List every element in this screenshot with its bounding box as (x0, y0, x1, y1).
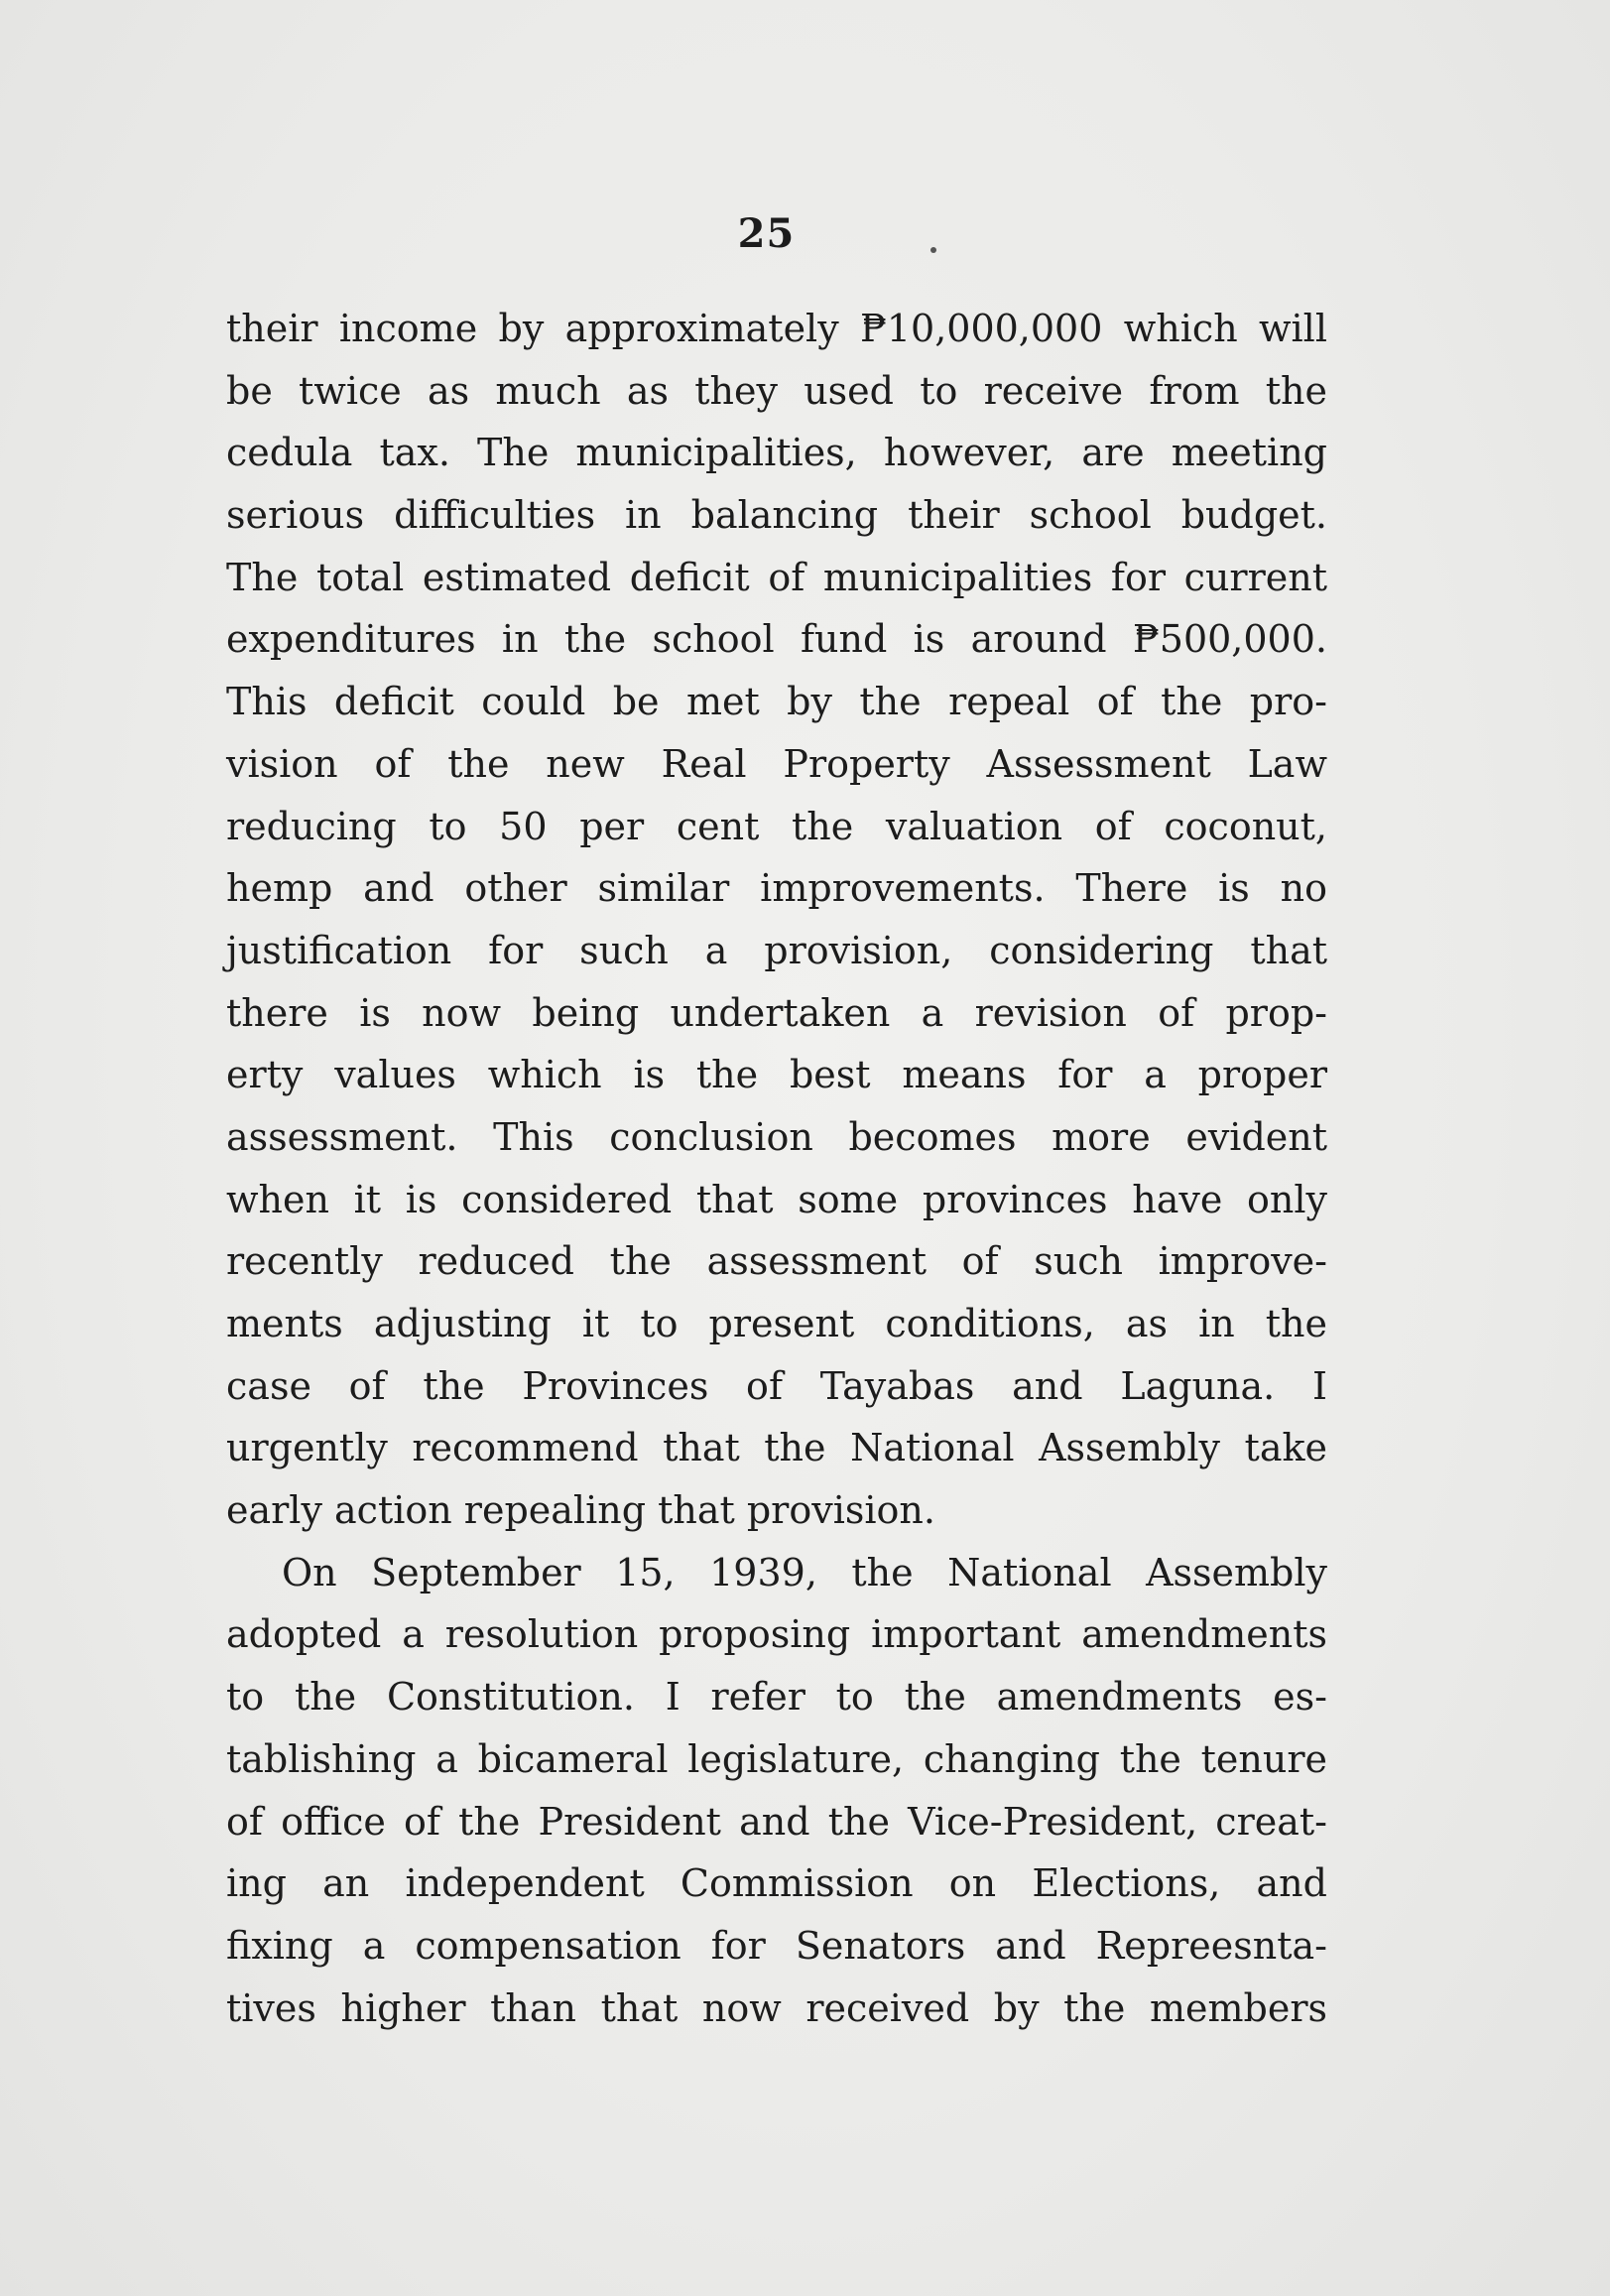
text-line: reducing to 50 per cent the valuation of coconut, (226, 804, 1327, 848)
text-line: their income by approximately ₱10,000,000 which will (226, 307, 1327, 350)
text-line: cedula tax. The municipalities, however, are meeting (226, 431, 1327, 475)
text-line: The total estimated deficit of municipalities for current (226, 555, 1327, 599)
text-line: there is now being undertaken a revision of prop- (226, 990, 1327, 1035)
body-text (226, 298, 1327, 2039)
text-line: tives higher than that now received by the members (226, 1985, 1327, 2030)
text-line: fixing a compensation for Senators and Repreesnta- (226, 1923, 1327, 1968)
text-line: early action repealing that provision. (226, 1488, 935, 1533)
text-line: recently reduced the assessment of such improve- (226, 1239, 1327, 1284)
text-line: to the Constitution. I refer to the amendments es- (226, 1675, 1327, 1720)
text-line: tablishing a bicameral legislature, changing the tenure (226, 1736, 1327, 1781)
page-number: 25 (737, 210, 796, 257)
text-line: vision of the new Real Property Assessment Law (226, 741, 1327, 786)
text-line: case of the Provinces of Tayabas and Laguna. I (226, 1363, 1327, 1408)
text-line: On September 15, 1939, the National Assembly (282, 1550, 1327, 1594)
text-line: hemp and other similar improvements. There is no (226, 866, 1327, 911)
text-line: serious difficulties in balancing their school budget. (226, 493, 1327, 538)
text-line: ments adjusting it to present conditions, as in the (226, 1302, 1327, 1345)
text-line: This deficit could be met by the repeal of the pro- (226, 680, 1327, 724)
print-speck (930, 247, 936, 253)
paragraph-2 (226, 1542, 1327, 2040)
paragraph-1 (226, 298, 1327, 1542)
text-line: of office of the President and the Vice-President, creat- (226, 1799, 1327, 1844)
text-line: urgently recommend that the National Assembly take (226, 1426, 1327, 1470)
text-line: adopted a resolution proposing important amendments (226, 1612, 1327, 1657)
text-line: be twice as much as they used to receive from the (226, 368, 1327, 413)
text-line: ing an independent Commission on Elections, and (226, 1861, 1327, 1906)
text-line: expenditures in the school fund is around ₱500,000. (226, 617, 1327, 662)
text-line: when it is considered that some provinces have only (226, 1177, 1327, 1221)
text-line: erty values which is the best means for a proper (226, 1053, 1327, 1097)
text-line: assessment. This conclusion becomes more evident (226, 1114, 1327, 1159)
text-line: justification for such a provision, considering that (226, 928, 1327, 972)
